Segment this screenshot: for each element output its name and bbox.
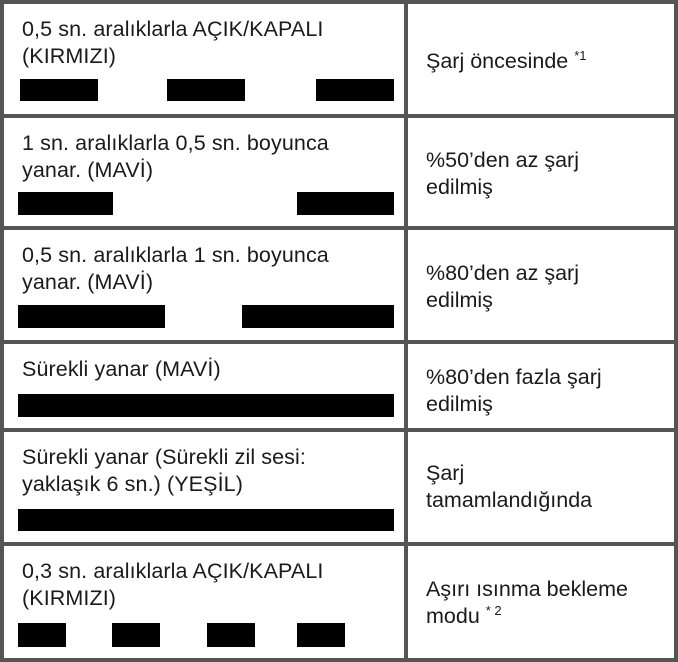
row-6-state-label: Aşırı ısınma bekleme modu <box>426 577 628 628</box>
row-2-state: %50’den az şarj edilmiş <box>426 148 579 199</box>
row-5-state: Şarj tamamlandığında <box>426 461 593 512</box>
table-row-3-description-cell <box>4 230 404 340</box>
row-3-state: %80’den az şarj edilmiş <box>426 261 579 312</box>
row-6-blink-bar-3 <box>207 623 255 647</box>
row-4-state: %80’den fazla şarj edilmiş <box>426 365 602 416</box>
row-5-description: Sürekli yanar (Sürekli zil sesi: yaklaşık 6 sn.) (YEŞİL) <box>22 445 306 496</box>
row-6-state <box>426 576 628 630</box>
row-3-blink-bar-1 <box>18 305 165 328</box>
row-1-blink-bar-1 <box>20 79 98 101</box>
row-4-steady-bar <box>18 394 394 417</box>
row-2-blink-bar-2 <box>297 192 394 215</box>
table-row-2-state-cell <box>408 118 674 226</box>
table-row-3-state-cell <box>408 230 674 340</box>
row-6-blink-bar-2 <box>112 623 160 647</box>
row-6-footnote-marker: * 2 <box>485 603 502 618</box>
row-1-footnote-marker: *1 <box>574 48 587 63</box>
table-row-4-state-cell <box>408 344 674 428</box>
row-1-description: 0,5 sn. aralıklarla AÇIK/KAPALI (KIRMIZI) <box>22 17 324 68</box>
row-1-state-label: Şarj öncesinde <box>426 49 575 73</box>
row-1-blink-bar-2 <box>167 79 245 101</box>
row-2-description: 1 sn. aralıklarla 0,5 sn. boyunca yanar. (MAVİ) <box>22 131 329 182</box>
row-6-description: 0,3 sn. aralıklarla AÇIK/KAPALI (KIRMIZI) <box>22 559 324 610</box>
row-4-description: Sürekli yanar (MAVİ) <box>22 357 221 381</box>
row-6-blink-bar-1 <box>18 623 66 647</box>
row-1-state <box>426 48 587 75</box>
row-5-steady-bar <box>18 509 394 531</box>
table-row-1-state-cell <box>408 4 674 114</box>
table-row-6-state-cell <box>408 546 674 658</box>
row-1-blink-bar-3 <box>316 79 394 101</box>
row-6-blink-bar-4 <box>297 623 345 647</box>
table-row-5-state-cell <box>408 432 674 542</box>
table-row-6-description-cell <box>4 546 404 658</box>
row-2-blink-bar-1 <box>18 192 113 215</box>
row-3-blink-bar-2 <box>242 305 394 328</box>
table-row-5-description-cell <box>4 432 404 542</box>
table-row-1-description-cell <box>4 4 404 114</box>
row-3-description: 0,5 sn. aralıklarla 1 sn. boyunca yanar. (MAVİ) <box>22 243 329 294</box>
table-row-4-description-cell <box>4 344 404 428</box>
table-row-2-description-cell <box>4 118 404 226</box>
